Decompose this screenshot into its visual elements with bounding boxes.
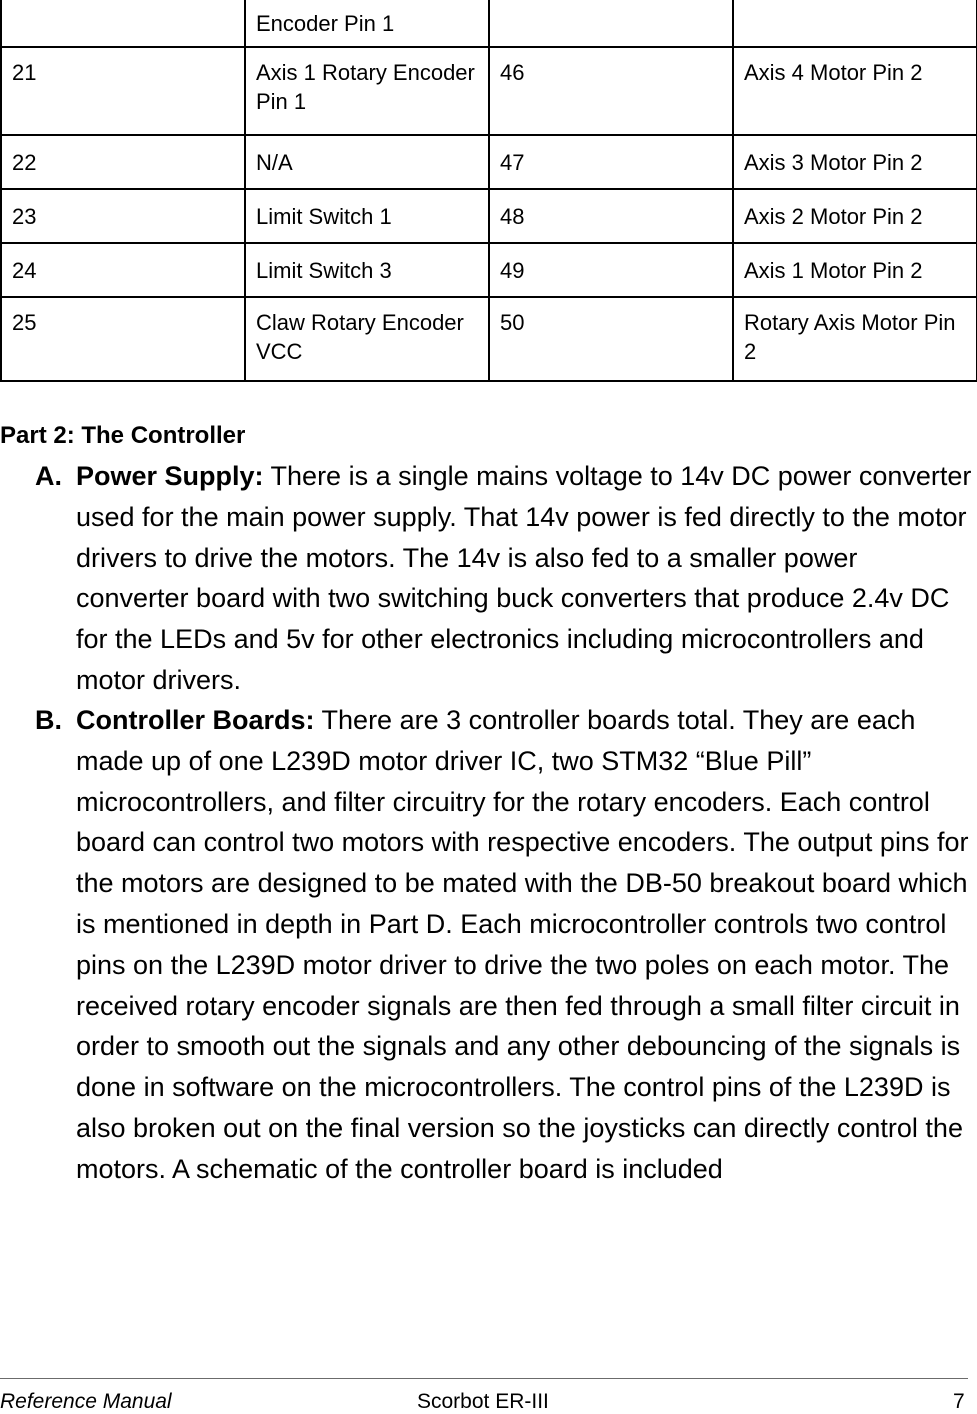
table-row xyxy=(1,47,977,135)
list-marker: A. xyxy=(35,461,62,491)
table-cell: 50 xyxy=(489,297,733,381)
table-cell: 23 xyxy=(1,189,245,243)
list-item-heading: Power Supply: xyxy=(76,461,264,491)
list-item-text: There are 3 controller boards total. They are each made up of one L239D motor driver IC, two STM32 “Blue Pill” microcontrollers, and filter circuitry for the rotary encoders. Each control board can control two motors with respective encoders. The output pins for the motors are designed to be mated with the DB-50 breakout board which is mentioned in depth in Part D. Each microcontroller controls two control pins on the L239D motor driver to drive the two poles on each motor. The received rotary encoder signals are then fed through a small filter circuit in order to smooth out the signals and any other debouncing of the signals is done in software on the microcontrollers. The control pins of the L239D is also broken out on the final version so the joysticks can directly control the motors. A schematic of the controller board is included xyxy=(76,705,969,1184)
footer-document-title: Reference Manual xyxy=(0,1390,172,1413)
table-cell xyxy=(733,0,977,47)
table-cell: Limit Switch 1 xyxy=(245,189,489,243)
table-cell: 21 xyxy=(1,47,245,135)
footer-divider xyxy=(0,1378,968,1379)
table-row xyxy=(1,297,977,381)
table-cell: Axis 1 Rotary Encoder Pin 1 xyxy=(245,47,489,135)
table-cell: Axis 4 Motor Pin 2 xyxy=(733,47,977,135)
list-item-text: There is a single mains voltage to 14v DC power converter used for the main power supply. That 14v power is fed directly to the motor drivers to drive the motors. The 14v is also fed to a smaller power converter board with two switching buck converters that produce 2.4v DC for the LEDs and 5v for other electronics including microcontrollers and motor drivers. xyxy=(76,461,972,695)
table-cell: Limit Switch 3 xyxy=(245,243,489,297)
table-cell xyxy=(489,0,733,47)
table-cell: Axis 2 Motor Pin 2 xyxy=(733,189,977,243)
section-title: Part 2: The Controller xyxy=(0,422,246,449)
list-item-body xyxy=(76,700,975,1190)
table-cell: 47 xyxy=(489,135,733,189)
table-cell: Axis 1 Motor Pin 2 xyxy=(733,243,977,297)
table-row xyxy=(1,135,977,189)
table-cell: 22 xyxy=(1,135,245,189)
table-cell: 25 xyxy=(1,297,245,381)
table-row xyxy=(1,243,977,297)
list-item-heading: Controller Boards: xyxy=(76,705,315,735)
table-cell: Axis 3 Motor Pin 2 xyxy=(733,135,977,189)
footer-product-name: Scorbot ER-III xyxy=(417,1390,549,1413)
list-marker: B. xyxy=(35,705,62,735)
table-cell xyxy=(1,0,245,47)
table-cell: Encoder Pin 1 xyxy=(245,0,489,47)
table-cell: Rotary Axis Motor Pin 2 xyxy=(733,297,977,381)
table-cell: 46 xyxy=(489,47,733,135)
list-item-controller-boards xyxy=(35,700,975,1190)
table-cell: 24 xyxy=(1,243,245,297)
table-row xyxy=(1,189,977,243)
table-cell: 48 xyxy=(489,189,733,243)
table-cell: 49 xyxy=(489,243,733,297)
list-item-body xyxy=(76,456,975,701)
table-row xyxy=(1,0,977,47)
list-item-power-supply xyxy=(35,456,975,701)
pin-table xyxy=(0,0,977,382)
page-number: 7 xyxy=(953,1390,965,1413)
table-cell: Claw Rotary Encoder VCC xyxy=(245,297,489,381)
table-cell: N/A xyxy=(245,135,489,189)
